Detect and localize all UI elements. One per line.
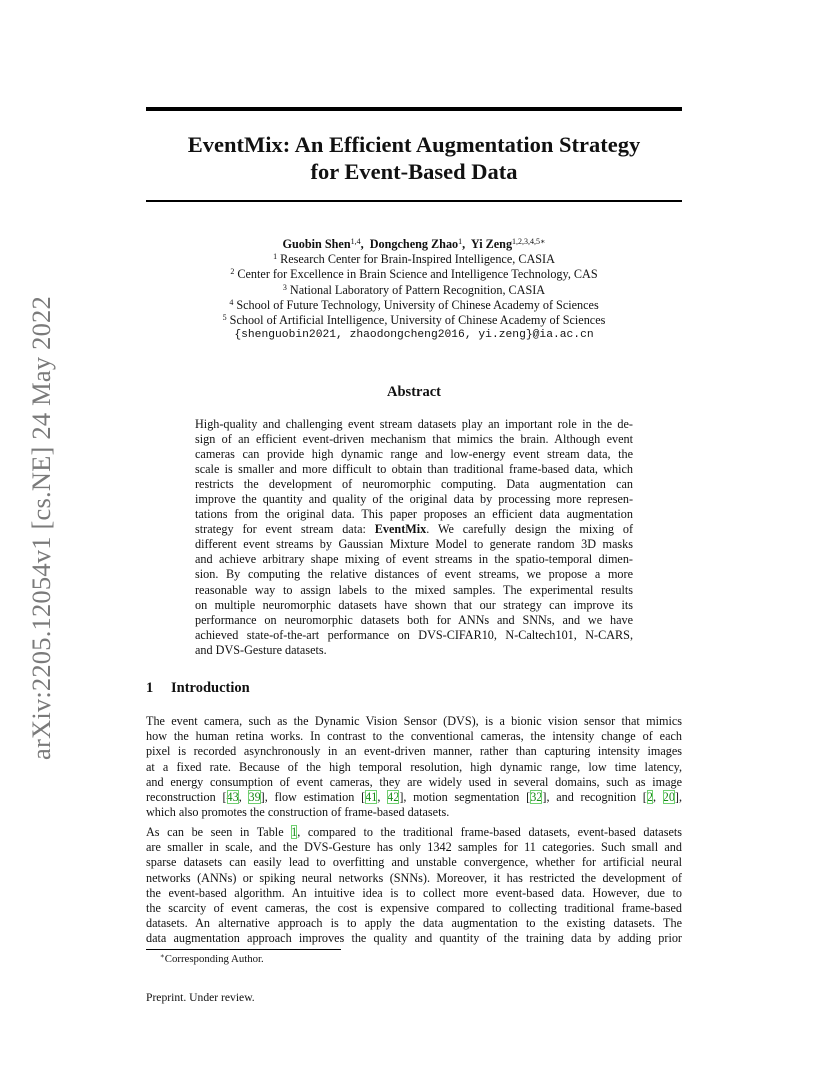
table-reference-link[interactable]: 1 [291,825,298,839]
body-line: the scarcity of event cameras, the cost is expensive compared to collecting traditional frame-based [146,901,682,916]
body-line: are smaller in scale, and the DVS-Gesture has only 1342 samples for 11 categories. Such small and [146,840,682,855]
abstract-line: on multiple neuromorphic datasets have shown that our strategy can improve its [195,597,633,612]
paper-title [146,131,682,185]
abstract-line [195,522,633,537]
body-line [146,790,682,805]
author-affil-sup: 1,2,3,4,5∗ [512,237,546,246]
author-name: Yi Zeng [470,237,513,251]
title-bottom-rule [146,200,682,202]
body-text: ], [674,790,683,805]
body-text: ], motion segmentation [ [399,790,531,805]
author-names: Guobin Shen$^{1,4}$, Dongcheng Zhao$^1$, Yi Zeng$^{1,2,3,4,5∗}$ [282,237,546,251]
body-text: reconstruction [ [146,790,227,805]
abstract-line: different event streams by Gaussian Mixture Model to generate random 3D masks [195,537,633,552]
citation-link[interactable]: 39 [248,790,261,805]
abstract-line: achieved state-of-the-art performance on DVS-CIFAR10, N-Caltech101, N-CARS, [195,627,633,642]
body-text: As can be seen in Table [146,825,292,839]
affil-text: Research Center for Brain-Inspired Intelligence, CASIA [280,252,555,267]
abstract-line: sign of an efficient event-driven mechanism that mimics the brain. Although event [195,432,633,447]
affiliation [146,313,682,328]
abstract-line: sion. By computing the relative distances of event streams, we propose a more [195,567,633,582]
affil-sup: 4 [229,297,234,307]
section-title: Introduction [171,680,250,696]
abstract-line: reasonable way to assign labels to the mixed samples. The experimental results [195,582,633,597]
affil-text: Center for Excellence in Brain Science and Intelligence Technology, CAS [237,267,598,282]
author-affil-sup: 1 [458,237,463,246]
abstract-body [195,417,633,658]
footnote-mark: ∗ [160,952,165,960]
affil-sup: 5 [222,313,227,323]
affil-sup: 2 [230,267,235,277]
body-text: , compared to the traditional frame-based datasets, event-based datasets [297,825,682,839]
affiliation [146,298,682,313]
body-line: data augmentation approach improves the quality and quantity of the training data by adding prior [146,931,682,946]
citation-link[interactable]: 2 [646,790,653,805]
body-line: the event-based algorithm. An intuitive idea is to collect more event-based data. However, due to [146,885,682,900]
abstract-line: scale is smaller and more difficult to obtain than traditional frame-based data, which [195,462,633,477]
intro-paragraph-2 [146,825,682,947]
affiliation [146,252,682,267]
body-text: ], flow estimation [ [260,790,366,805]
body-text: , [238,790,249,805]
affil-sup: 1 [273,252,278,262]
body-line: datasets. An alternative approach is to apply the data augmentation to the existing datasets. The [146,916,682,931]
abstract-line: tations from the original data. This paper proposes an efficient data augmentation [195,507,633,522]
abstract-line: and DVS-Gesture datasets. [195,642,327,657]
affil-sup: 3 [282,282,287,292]
abstract-line: improve the quantity and quality of the original data by processing more represen- [195,492,633,507]
body-line: pixel is recorded asynchronously in an event-driven manner, rather than capturing intensity images [146,744,682,759]
citation-link[interactable]: 20 [662,790,675,805]
author-affil-sup: 1,4 [350,237,361,246]
abstract-line: High-quality and challenging event stream datasets play an important role in the de- [195,417,633,431]
body-line: networks (ANNs) or spiking neural networks (SNNs). Moreover, it has restricted the development of [146,870,682,885]
body-text: , [652,790,663,805]
body-line [146,825,682,840]
affiliation [146,283,682,298]
abstract-line: restricts the development of neuromorphic computing. Data augmentation can [195,477,633,492]
abstract-line: cameras can provide high dynamic range and low-energy event stream data, the [195,447,633,462]
affil-text: National Laboratory of Pattern Recognition, CASIA [289,282,546,297]
citation-link[interactable]: 42 [387,790,400,805]
body-line: how the human retina works. In contrast to the conventional cameras, the intensity change of each [146,729,682,744]
abstract-line: and achieve arbitrary shape mixing of event streams in the spatio-temporal dimen- [195,552,633,567]
affil-text: School of Artificial Intelligence, University of Chinese Academy of Sciences [229,313,606,328]
body-text: , [377,790,388,805]
abstract-heading: Abstract [387,384,441,400]
footnote [160,953,264,965]
section-number: 1 [146,680,154,696]
citation-link[interactable]: 41 [365,790,378,805]
footnote-rule [146,949,341,950]
abstract-line: performance on neuromorphic datasets both for ANNs and SNNs, and we have [195,612,633,627]
author-name: Guobin Shen [282,237,351,251]
preprint-notice: Preprint. Under review. [146,991,255,1004]
body-line: sparse datasets can easily lead to overfitting and unstable convergence, whether for artificial neural [146,855,682,870]
method-name: EventMix [374,522,427,537]
abstract-text: strategy for event stream data: [195,522,375,537]
body-line: which also promotes the construction of frame-based datasets. [146,805,450,820]
affil-text: School of Future Technology, University of Chinese Academy of Sciences [236,297,599,312]
citation-link[interactable]: 43 [226,790,239,805]
section-heading-introduction [146,680,250,697]
author-block [146,237,682,343]
intro-paragraph-1 [146,714,682,820]
title-line-2: for Event-Based Data [310,159,518,184]
citation-link[interactable]: 32 [530,790,543,805]
title-line-1: EventMix: An Efficient Augmentation Strategy [187,132,641,157]
body-line: The event camera, such as the Dynamic Vision Sensor (DVS), is a bionic vision sensor that mimics [146,714,682,728]
body-text: ], and recognition [ [542,790,647,805]
title-top-rule [146,107,682,111]
arxiv-identifier[interactable]: arXiv:2205.12054v1 [cs.NE] 24 May 2022 [26,296,56,760]
footnote-text: Corresponding Author. [164,953,264,965]
body-line: at a fixed rate. Because of the high temporal resolution, high dynamic range, low time latency, [146,759,682,774]
author-emails: {shenguobin2021, zhaodongcheng2016, yi.zeng}@ia.ac.cn [234,329,594,342]
author-name: Dongcheng Zhao [369,237,459,251]
affiliation [146,267,682,282]
abstract-text: . We carefully design the mixing of [426,522,633,537]
body-line: and energy consumption of event cameras, they are widely used in several domains, such as image [146,774,682,789]
